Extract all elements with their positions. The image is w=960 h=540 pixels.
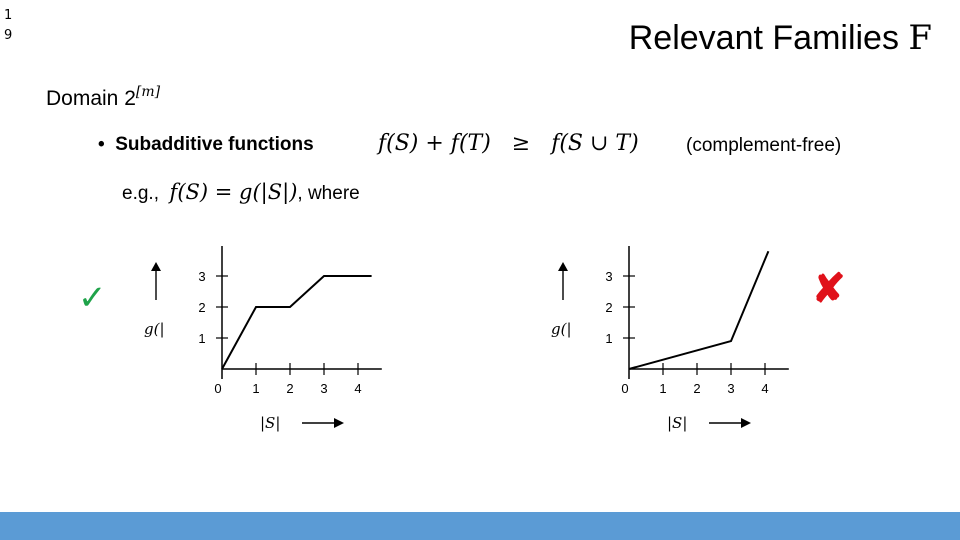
y-tick-label: 1: [198, 331, 206, 346]
bullet-marker: •: [98, 134, 105, 155]
x-tick-label: 3: [727, 381, 735, 396]
check-icon: ✓: [78, 279, 107, 317]
y-tick-label: 3: [605, 269, 613, 284]
bullet-label: Subadditive functions: [115, 134, 314, 155]
formula-rhs: f(S ∪ T): [551, 131, 639, 156]
title-text: Relevant Families: [628, 19, 909, 57]
domain-text: Domain 2: [46, 87, 136, 110]
y-axis-label: g(|: [144, 320, 165, 338]
formula-lhs: f(S) + f(T): [378, 131, 491, 156]
y-tick-label: 2: [605, 300, 613, 315]
slide-number-digit-2: 9: [4, 28, 13, 43]
x-tick-label: 0: [621, 381, 629, 396]
formula-op: ≥: [511, 131, 531, 156]
slide-number-digit-1: 1: [4, 8, 13, 23]
x-tick-label: 1: [252, 381, 260, 396]
x-tick-label: 3: [320, 381, 328, 396]
bottom-bar: [0, 512, 960, 540]
y-tick-label: 3: [198, 269, 206, 284]
x-tick-label: 2: [693, 381, 701, 396]
complement-free-tag: (complement-free): [686, 135, 842, 156]
example-suffix: , where: [297, 183, 360, 204]
example-math: f(S) = g(|S|): [169, 180, 298, 204]
x-tick-label: 2: [286, 381, 294, 396]
x-tick-label: 4: [354, 381, 362, 396]
y-arrow-head: [558, 262, 568, 271]
x-axis-label: |S|: [667, 414, 688, 432]
y-tick-label: 2: [198, 300, 206, 315]
cross-icon: ✘: [812, 267, 846, 311]
x-axis-label: |S|: [260, 414, 281, 432]
x-tick-label: 4: [761, 381, 769, 396]
y-axis-label: g(|: [551, 320, 572, 338]
y-tick-label: 1: [605, 331, 613, 346]
domain-exponent: [m]: [135, 84, 161, 100]
x-tick-label: 1: [659, 381, 667, 396]
title-symbol: F: [908, 18, 932, 58]
x-tick-label: 0: [214, 381, 222, 396]
example-prefix: e.g.,: [122, 183, 159, 204]
series-line: [629, 251, 768, 369]
x-arrow-head: [741, 418, 751, 428]
